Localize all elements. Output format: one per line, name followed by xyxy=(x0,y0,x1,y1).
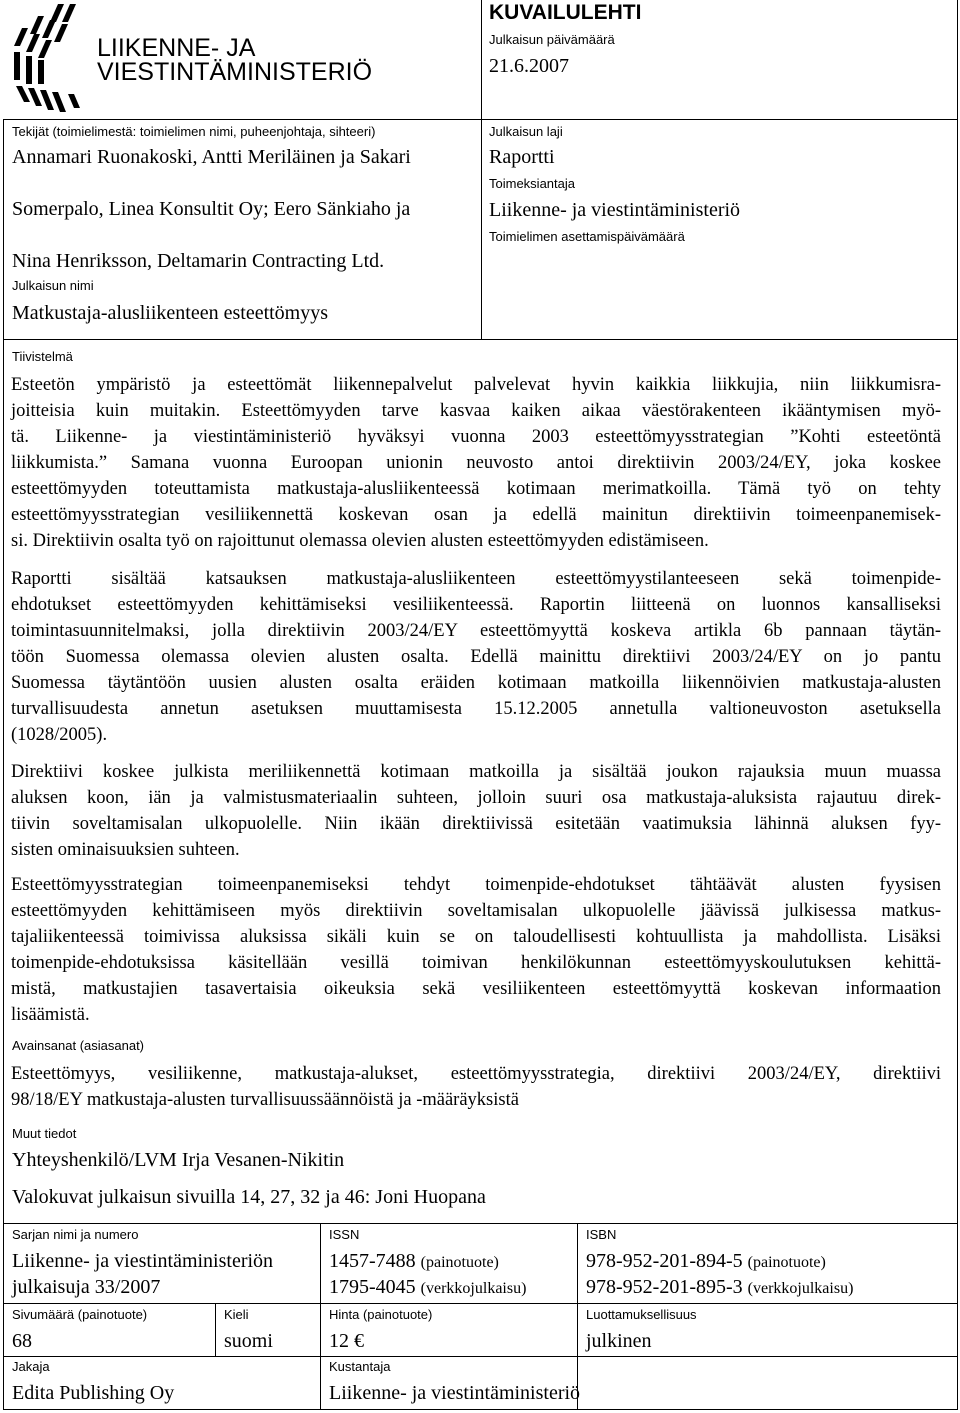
issn-print xyxy=(329,1249,499,1275)
summary-line: esteettömyyden kehittämiseen myös direktiivin soveltamisalan ulkopuolelle jäävissä julkisessa matkus- xyxy=(11,901,941,921)
isbn-web-note: (verkkojulkaisu) xyxy=(747,1280,854,1297)
series-divider xyxy=(3,1223,958,1224)
distributor-value: Edita Publishing Oy xyxy=(12,1382,175,1404)
price-label: Hinta (painotuote) xyxy=(329,1307,433,1322)
summary-line: Esteetön ympäristö ja esteettömät liikennepalvelut palvelevat hyvin kaikkia liikkujia, niin liikkumisra- xyxy=(11,375,941,395)
keywords-line: 98/18/EY matkustaja-alusten turvallisuussäännöistä ja -määräyksistä xyxy=(11,1090,519,1110)
col-divider-1 xyxy=(320,1223,321,1410)
keywords-line: Esteettömyys, vesiliikenne, matkustaja-alukset, esteettömyysstrategia, direktiivi 2003/24/EY, direktiivi xyxy=(11,1064,941,1084)
distributor-divider xyxy=(3,1356,958,1357)
summary-line: Direktiivi koskee julkista meriliikennettä kotimaan matkoilla ja sisältää joukon rajauksia muun muassa xyxy=(11,762,941,782)
price-value: 12 € xyxy=(329,1330,364,1352)
authors-line: Somerpalo, Linea Konsultit Oy; Eero Sänkiaho ja xyxy=(12,198,411,220)
summary-paragraph xyxy=(11,872,941,1028)
form-border-right xyxy=(957,0,958,1410)
series-label: Sarjan nimi ja numero xyxy=(12,1227,139,1242)
summary-paragraph xyxy=(11,759,941,863)
issn-web xyxy=(329,1275,526,1301)
issn-label: ISSN xyxy=(329,1227,360,1242)
summary-line: tä. Liikenne- ja viestintäministeriö hyväksyi vuonna 2003 esteettömyysstrategian ”Kohti esteetöntä xyxy=(11,427,941,447)
publication-name-label: Julkaisun nimi xyxy=(12,278,94,293)
issn-web-note: (verkkojulkaisu) xyxy=(420,1280,527,1297)
summary-line: joitteisia kuin muitakin. Esteettömyyden tarve kasvaa kaiken aikaa väestörakenteen ikääntymisen myö- xyxy=(11,401,941,421)
logo-text-line1: LIIKENNE- JA xyxy=(97,34,256,62)
form-border-bottom xyxy=(3,1409,958,1410)
header-divider xyxy=(481,0,482,339)
summary-line: esteettömyysstrategian vesiliikennettä koskevan osan ja edellä mainitun direktiivin toimeenpanemisek- xyxy=(11,505,941,525)
summary-paragraph xyxy=(11,566,941,748)
summary-line: liikkumista.” Samana vuonna Euroopan unionin neuvosto antoi direktiivin 2003/24/EY, joka koskee xyxy=(11,453,941,473)
keywords-text xyxy=(11,1061,941,1113)
summary-line: Raportti sisältää katsauksen matkustaja-alusliikenteen esteettömyystilanteeseen sekä toimenpide- xyxy=(11,569,941,589)
publisher-value: Liikenne- ja viestintäministeriö xyxy=(329,1382,581,1404)
commissioner-label: Toimeksiantaja xyxy=(489,176,575,191)
summary-line: esteettömyyden toteuttamista matkustaja-alusliikenteessä kotimaan merimatkoilla. Tämä työ on tehty xyxy=(11,479,941,499)
summary-line: lisäämistä. xyxy=(11,1005,90,1025)
series-line: Liikenne- ja viestintäministeriön xyxy=(12,1250,274,1272)
isbn-print-note: (painotuote) xyxy=(747,1254,826,1271)
pages-value: 68 xyxy=(12,1330,32,1352)
summary-line: sisten ominaisuuksien suhteen. xyxy=(11,840,240,860)
logo-text-line2: VIESTINTÄMINISTERIÖ xyxy=(97,58,373,86)
publication-date-value: 21.6.2007 xyxy=(489,55,569,77)
appointment-date-label: Toimielimen asettamispäivämäärä xyxy=(489,229,685,244)
issn-print-note: (painotuote) xyxy=(420,1254,499,1271)
summary-line: si. Direktiivin osalta työ on rajoittunut olemassa olevien alusten esteettömyyden edistämiseen. xyxy=(11,531,709,551)
publication-name-value: Matkustaja-alusliikenteen esteettömyys xyxy=(12,302,329,324)
summary-line: ehdotukset esteettömyyden kehittämiseksi vesiliikenteessä. Raportin liitteenä on luonnos kansalliseksi xyxy=(11,595,941,615)
publication-type-value: Raportti xyxy=(489,146,555,168)
form-border-left xyxy=(3,119,4,1410)
isbn-web-value: 978-952-201-895-3 xyxy=(586,1276,743,1298)
publication-type-label: Julkaisun laji xyxy=(489,124,563,139)
pages-divider xyxy=(3,1303,958,1304)
summary-line: toimintasuunnitelmaksi, jolla direktiivin 2003/24/EY esteettömyyttä koskeva artikla 6b pannaan täytän- xyxy=(11,621,941,641)
other-info-line: Yhteyshenkilö/LVM Irja Vesanen-Nikitin xyxy=(12,1149,345,1171)
summary-line: töön Suomessa olemassa olevien alusten osalta. Edellä mainittu direktiivi 2003/24/EY on jo pantu xyxy=(11,647,941,667)
document-type-title: KUVAILULEHTI xyxy=(489,1,642,24)
distributor-label: Jakaja xyxy=(12,1359,50,1374)
authors-line: Nina Henriksson, Deltamarin Contracting Ltd. xyxy=(12,250,385,272)
keywords-label: Avainsanat (asiasanat) xyxy=(12,1038,145,1053)
issn-print-value: 1457-7488 xyxy=(329,1250,416,1272)
series-line: julkaisuja 33/2007 xyxy=(12,1276,161,1298)
summary-line: toimenpide-ehdotuksissa käsitellään vesillä toimivan henkilökunnan esteettömyyskoulutuksen kehittä- xyxy=(11,953,941,973)
summary-line: tajaliikenteessä toimivissa aluksissa sikäli kuin se on taloudellisesti kohtuullista ja mahdollista. Lisäksi xyxy=(11,927,941,947)
authors-line: Annamari Ruonakoski, Antti Meriläinen ja Sakari xyxy=(12,146,411,168)
summary-line: mistä, matkustajien tasavertaisia oikeuksia sekä vesiliikenteen esteettömyyttä koskevan informaation xyxy=(11,979,941,999)
isbn-print xyxy=(586,1249,826,1275)
authors-label: Tekijät (toimielimestä: toimielimen nimi, puheenjohtaja, sihteeri) xyxy=(12,124,376,139)
confidentiality-value: julkinen xyxy=(586,1330,652,1352)
summary-paragraph xyxy=(11,372,941,554)
isbn-print-value: 978-952-201-894-5 xyxy=(586,1250,743,1272)
issn-web-value: 1795-4045 xyxy=(329,1276,416,1298)
pages-label: Sivumäärä (painotuote) xyxy=(12,1307,148,1322)
language-value: suomi xyxy=(224,1330,273,1352)
summary-line: tiivin soveltamisalan ulkopuolelle. Niin ikään direktiivissä esitetään vaatimuksia lähinnä aluksen fyy- xyxy=(11,814,941,834)
summary-line: aluksen koon, iän ja valmistusmateriaalin suhteen, jolloin suuri osa matkustaja-aluksista rajautuu direk- xyxy=(11,788,941,808)
summary-divider xyxy=(3,339,958,340)
language-label: Kieli xyxy=(224,1307,249,1322)
other-info-label: Muut tiedot xyxy=(12,1126,77,1141)
summary-label: Tiivistelmä xyxy=(12,349,73,364)
isbn-web xyxy=(586,1275,853,1301)
summary-line: Suomessa täytäntöön uusien alusten osalta eräiden kotimaan matkoilla liikennöivien matkustaja-alusten xyxy=(11,673,941,693)
ministry-logo-icon xyxy=(8,2,103,114)
publication-date-label: Julkaisun päivämäärä xyxy=(489,32,615,47)
col-divider-pages xyxy=(215,1303,216,1356)
commissioner-value: Liikenne- ja viestintäministeriö xyxy=(489,199,741,221)
summary-line: turvallisuudesta annetun asetuksen muuttamisesta 15.12.2005 annetulla valtioneuvoston asetuksella xyxy=(11,699,941,719)
other-info-line: Valokuvat julkaisun sivuilla 14, 27, 32 ja 46: Joni Huopana xyxy=(12,1186,486,1208)
confidentiality-label: Luottamuksellisuus xyxy=(586,1307,697,1322)
summary-line: Esteettömyysstrategian toimeenpanemiseksi tehdyt toimenpide-ehdotukset tähtäävät alusten fyysisen xyxy=(11,875,941,895)
isbn-label: ISBN xyxy=(586,1227,617,1242)
publisher-label: Kustantaja xyxy=(329,1359,391,1374)
summary-line: (1028/2005). xyxy=(11,725,108,745)
